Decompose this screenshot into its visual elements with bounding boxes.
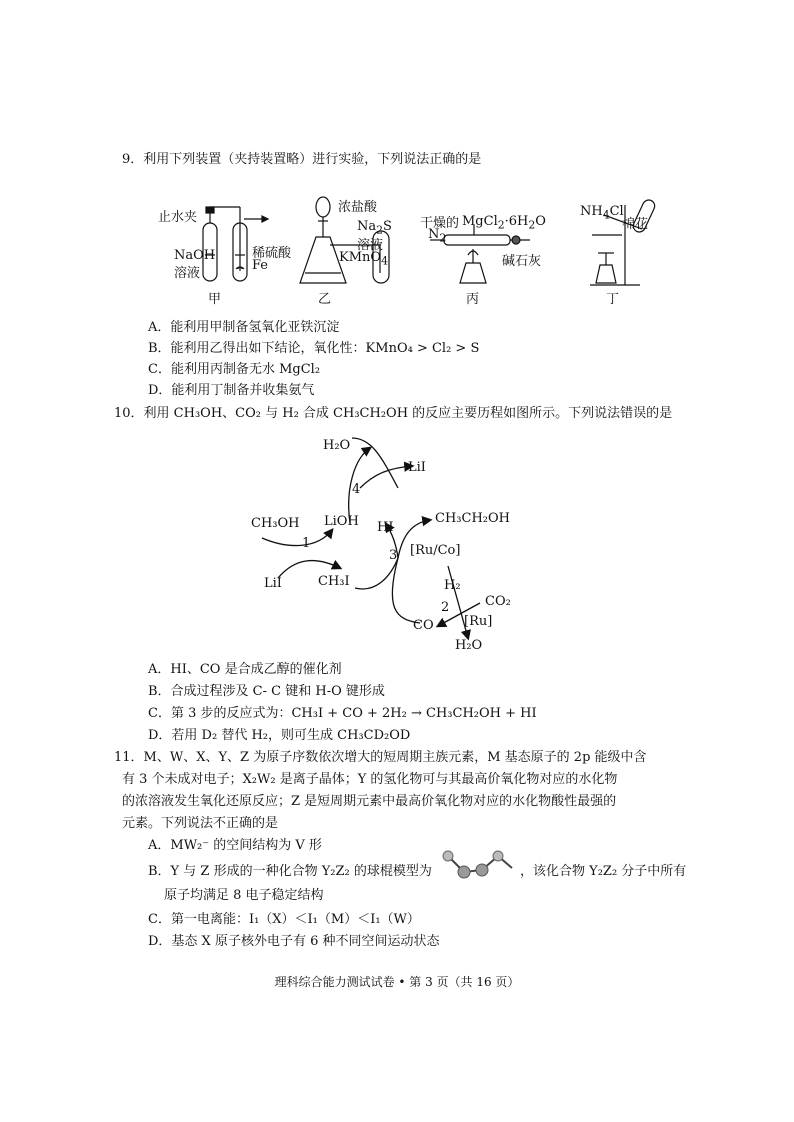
jia-label-h2so4: 稀硫酸: [252, 246, 292, 261]
jia-label-clamp: 止水夹: [158, 210, 198, 225]
diagram-lioh: LiOH: [324, 514, 359, 529]
q9-apparatus-figure: [0, 185, 794, 315]
yi-name: 乙: [318, 292, 332, 307]
q10-option-b: B．合成过程涉及 C- C 键和 H-O 键形成: [148, 684, 385, 699]
q9-option-a: A．能利用甲制备氢氧化亚铁沉淀: [148, 320, 340, 335]
bing-label-dry: 干燥的: [420, 216, 460, 231]
jia-name: 甲: [208, 292, 222, 307]
q9-option-b: B．能利用乙得出如下结论，氧化性：KMnO₄ > Cl₂ > S: [148, 341, 480, 356]
diagram-ruco: [Ru/Co]: [410, 543, 461, 558]
yi-label-hcl: 浓盐酸: [338, 200, 378, 215]
ding-name: 丁: [606, 292, 620, 307]
diagram-step4: 4: [352, 482, 361, 497]
q11-option-c: C．第一电离能：I₁（X）＜I₁（M）＜I₁（W）: [148, 912, 420, 927]
q11-option-a: A．MW₂⁻ 的空间结构为 V 形: [148, 838, 322, 853]
q11-stem-line3: 的浓溶液发生氧化还原反应；Z 是短周期元素中最高价氧化物对应的水化物酸性最强的: [122, 794, 617, 809]
q11-option-d: D．基态 X 原子核外电子有 6 种不同空间运动状态: [148, 934, 440, 949]
yi-label-kmno4: KMnO$_4$: [339, 250, 388, 268]
q11-option-b-part3: 原子均满足 8 电子稳定结构: [164, 888, 324, 903]
q10-option-d: D．若用 D₂ 替代 H₂，则可生成 CH₃CD₂OD: [148, 728, 411, 743]
jia-label-naoh: NaOH: [174, 248, 216, 263]
q11-stem-line1: 11．M、W、X、Y、Z 为原子序数依次增大的短周期主族元素，M 基态原子的 2p 能级中含: [114, 750, 647, 765]
ding-label-nh4cl: $NH_4Cl$: [580, 204, 624, 222]
diagram-step3: 3: [389, 548, 398, 563]
q10-stem: 10．利用 CH₃OH、CO₂ 与 H₂ 合成 CH₃CH₂OH 的反应主要历程如图所示。下列说法错误的是: [114, 406, 673, 421]
bing-label-n2: $N_2$: [428, 227, 447, 245]
diagram-h2o-bottom: H₂O: [455, 638, 483, 653]
yi-label-solution: 溶液: [357, 238, 384, 253]
ding-label-cotton: 棉花: [622, 217, 649, 232]
diagram-ch3i: CH₃I: [318, 574, 350, 589]
diagram-ch3ch2oh: CH₃CH₂OH: [435, 511, 510, 526]
diagram-h2o-top: H₂O: [323, 438, 351, 453]
bing-label-mgcl2: $MgCl_2\cdot 6H_2O$: [462, 214, 546, 232]
jia-label-fe: Fe: [252, 258, 269, 273]
q9-option-d: D．能利用丁制备并收集氨气: [148, 383, 315, 398]
diagram-step1: 1: [302, 536, 311, 551]
diagram-co: CO: [413, 618, 434, 633]
diagram-h2: H₂: [444, 578, 461, 593]
q11-stem-line4: 元素。下列说法不正确的是: [122, 816, 279, 831]
bing-label-sodalime: 碱石灰: [502, 254, 542, 269]
q10-option-c: C．第 3 步的反应式为：CH₃I + CO + 2H₂ → CH₃CH₂OH + HI: [148, 706, 537, 721]
page-footer: 理科综合能力测试试卷 • 第 3 页（共 16 页）: [274, 975, 520, 989]
diagram-lii-bottom: LiI: [264, 576, 282, 591]
q11-stem-line2: 有 3 个未成对电子；X₂W₂ 是离子晶体；Y 的氢化物可与其最高价氧化物对应的水化物: [122, 772, 618, 787]
q11-option-b-part2: ，该化合物 Y₂Z₂ 分子中所有: [520, 864, 687, 879]
diagram-co2: CO₂: [485, 594, 511, 609]
q10-option-a: A．HI、CO 是合成乙醇的催化剂: [148, 662, 342, 677]
q9-stem: 9．利用下列装置（夹持装置略）进行实验，下列说法正确的是: [122, 152, 482, 167]
jia-label-solution: 溶液: [174, 266, 201, 281]
bing-name: 丙: [466, 292, 480, 307]
diagram-step2: 2: [441, 600, 450, 615]
yi-label-na2s: $Na_2S$: [357, 219, 392, 237]
diagram-hi: HI: [377, 520, 394, 535]
diagram-ru: [Ru]: [464, 614, 493, 629]
ball-stick-model: [440, 848, 520, 884]
q10-mechanism-diagram: [0, 428, 794, 658]
diagram-lii-top: LiI: [408, 460, 426, 475]
q9-option-c: C．能利用丙制备无水 MgCl₂: [148, 362, 321, 377]
q11-option-b-part1: B．Y 与 Z 形成的一种化合物 Y₂Z₂ 的球棍模型为: [148, 864, 432, 879]
diagram-ch3oh: CH₃OH: [251, 516, 300, 531]
